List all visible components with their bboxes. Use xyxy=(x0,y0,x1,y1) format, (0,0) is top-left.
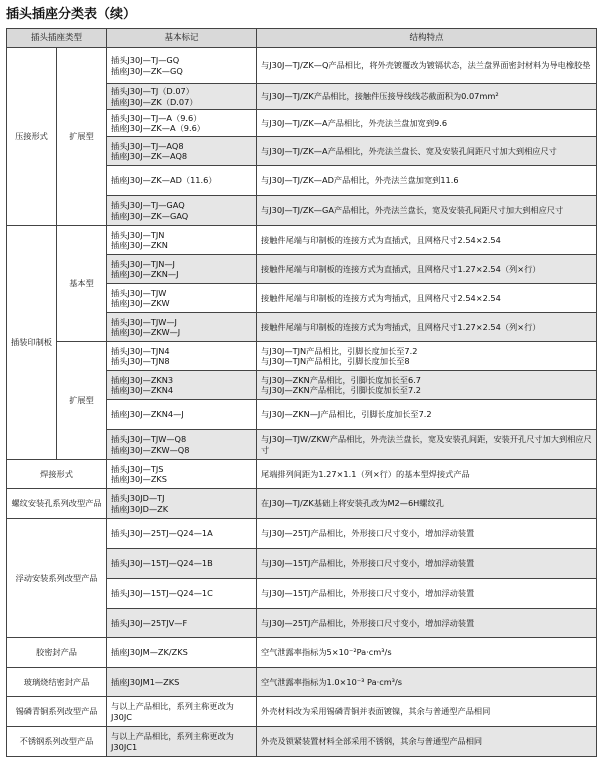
desc-cell: 空气泄露率指标为1.0×10⁻³ Pa·cm³/s xyxy=(257,668,597,697)
header-type: 插头插座类型 xyxy=(7,29,107,48)
desc-cell: 外壳及锁紧装置材料全部采用不锈钢，其余与普通型产品相同 xyxy=(257,727,597,757)
group-float: 浮动安装系列改型产品 xyxy=(7,519,107,638)
table-row xyxy=(7,460,597,489)
header-mark: 基本标记 xyxy=(107,29,257,48)
mark-cell: 插头J30J—TJW—J 插座J30J—ZKW—J xyxy=(107,313,257,342)
table-row xyxy=(7,638,597,668)
mark-cell: 插头J30J—TJS 插座J30J—ZKS xyxy=(107,460,257,489)
desc-cell: 与J30J—25TJ产品相比，外形接口尺寸变小，增加浮动装置 xyxy=(257,609,597,638)
group-glass: 玻璃烧结密封产品 xyxy=(7,668,107,697)
table-row xyxy=(7,48,597,84)
desc-cell: 与J30J—ZKN产品相比，引脚长度加长至6.7 与J30J—ZKN产品相比，引脚长度加长至7.2 xyxy=(257,371,597,400)
mark-cell: 插头J30J—15TJ—Q24—1C xyxy=(107,579,257,609)
desc-cell: 接触件尾端与印制板的连接方式为弯插式，且网格尺寸1.27×2.54（列×行） xyxy=(257,313,597,342)
mark-cell: 插头J30J—TJ—A（9.6） 插座J30J—ZK—A（9.6） xyxy=(107,110,257,137)
table-row xyxy=(7,489,597,519)
header-desc: 结构特点 xyxy=(257,29,597,48)
mark-cell: 插头J30J—TJN—J 插座J30J—ZKN—J xyxy=(107,255,257,284)
table-row xyxy=(7,342,597,371)
group-steel: 不锈钢系列改型产品 xyxy=(7,727,107,757)
mark-cell: 插头J30J—TJN 插座J30J—ZKN xyxy=(107,226,257,255)
mark-cell: 插头J30J—15TJ—Q24—1B xyxy=(107,549,257,579)
desc-cell: 与J30J—TJ/ZK—Q产品相比，将外壳镀覆改为镀镉状态，法兰盘界面密封材料为导电橡胶垫 xyxy=(257,48,597,84)
group-weld: 焊接形式 xyxy=(7,460,107,489)
mark-cell: 插头J30J—TJW—Q8 插座J30J—ZKW—Q8 xyxy=(107,430,257,460)
mark-cell: 插座J30J—ZK—AD（11.6） xyxy=(107,166,257,196)
mark-cell: 插头J30J—TJ—AQ8 插座J30J—ZK—AQ8 xyxy=(107,137,257,166)
table-header xyxy=(7,29,597,48)
mark-cell: 插头J30J—TJ—GQ 插座J30J—ZK—GQ xyxy=(107,48,257,84)
group-seal: 胶密封产品 xyxy=(7,638,107,668)
classification-table xyxy=(6,28,597,757)
mark-cell: 插头J30J—25TJ—Q24—1A xyxy=(107,519,257,549)
desc-cell: 与J30J—TJ/ZK—A产品相比，外壳法兰盘加宽到9.6 xyxy=(257,110,597,137)
table-row xyxy=(7,668,597,697)
mark-cell: 插座J30JM—ZK/ZKS xyxy=(107,638,257,668)
desc-cell: 与J30J—25TJ产品相比，外形接口尺寸变小，增加浮动装置 xyxy=(257,519,597,549)
desc-cell: 与J30J—TJ/ZK—GA产品相比，外壳法兰盘长，宽及安装孔间距尺寸加大到相应尺寸 xyxy=(257,196,597,226)
desc-cell: 与J30J—TJN产品相比，引脚长度加长至7.2 与J30J—TJN产品相比，引脚长度加长至8 xyxy=(257,342,597,371)
desc-cell: 与J30J—15TJ产品相比，外形接口尺寸变小，增加浮动装置 xyxy=(257,579,597,609)
desc-cell: 与J30J—TJ/ZK—AD产品相比，外壳法兰盘加宽到11.6 xyxy=(257,166,597,196)
group-tin: 锡磷青铜系列改型产品 xyxy=(7,697,107,727)
desc-cell: 接触件尾端与印制板的连接方式为直插式，且网格尺寸1.27×2.54（列×行） xyxy=(257,255,597,284)
mark-cell: 插座J30J—ZKN4—J xyxy=(107,400,257,430)
table-row xyxy=(7,727,597,757)
desc-cell: 与J30J—TJ/ZK产品相比，接触件压接导线线芯截面积为0.07mm² xyxy=(257,84,597,110)
mark-cell: 与以上产品相比，系列主称更改为J30JC xyxy=(107,697,257,727)
desc-cell: 空气泄露率指标为5×10⁻²Pa·cm³/s xyxy=(257,638,597,668)
table-row xyxy=(7,226,597,255)
desc-cell: 尾端排列间距为1.27×1.1（列×行）的基本型焊接式产品 xyxy=(257,460,597,489)
mark-cell: 插头J30J—TJ（D.07） 插座J30J—ZK（D.07） xyxy=(107,84,257,110)
subgroup-basic: 基本型 xyxy=(57,226,107,342)
table-row xyxy=(7,519,597,549)
group-pcb: 插装印制板 xyxy=(7,226,57,460)
desc-cell: 与J30J—ZKN—J产品相比，引脚长度加长至7.2 xyxy=(257,400,597,430)
mark-cell: 插座J30JM1—ZKS xyxy=(107,668,257,697)
desc-cell: 与J30J—TJW/ZKW产品相比，外壳法兰盘长，宽及安装孔间距，安装开孔尺寸加大到相应尺寸 xyxy=(257,430,597,460)
group-pressure: 压接形式 xyxy=(7,48,57,226)
desc-cell: 接触件尾端与印制板的连接方式为弯插式，且网格尺寸2.54×2.54 xyxy=(257,284,597,313)
mark-cell: 插座J30J—ZKN3 插座J30J—ZKN4 xyxy=(107,371,257,400)
subgroup-ext-2: 扩展型 xyxy=(57,342,107,460)
desc-cell: 与J30J—TJ/ZK—A产品相比，外壳法兰盘长、宽及安装孔间距尺寸加大到相应尺寸 xyxy=(257,137,597,166)
group-thread: 螺纹安装孔系列改型产品 xyxy=(7,489,107,519)
mark-cell: 插头J30J—TJ—GAQ 插座J30J—ZK—GAQ xyxy=(107,196,257,226)
page-title: 插头插座分类表（续） xyxy=(6,7,137,22)
mark-cell: 插头J30J—TJN4 插头J30J—TJN8 xyxy=(107,342,257,371)
table-row xyxy=(7,697,597,727)
desc-cell: 接触件尾端与印制板的连接方式为直插式，且网格尺寸2.54×2.54 xyxy=(257,226,597,255)
desc-cell: 与J30J—15TJ产品相比，外形接口尺寸变小，增加浮动装置 xyxy=(257,549,597,579)
mark-cell: 插头J30J—25TJV—F xyxy=(107,609,257,638)
mark-cell: 插头J30JD—TJ 插座J30JD—ZK xyxy=(107,489,257,519)
mark-cell: 插头J30J—TJW 插座J30J—ZKW xyxy=(107,284,257,313)
mark-cell: 与以上产品相比，系列主称更改为J30JC1 xyxy=(107,727,257,757)
desc-cell: 在J30J—TJ/ZK基础上将安装孔改为M2—6H螺纹孔 xyxy=(257,489,597,519)
subgroup-ext: 扩展型 xyxy=(57,48,107,226)
desc-cell: 外壳材料改为采用锡磷青铜并表面镀镍，其余与普通型产品相同 xyxy=(257,697,597,727)
